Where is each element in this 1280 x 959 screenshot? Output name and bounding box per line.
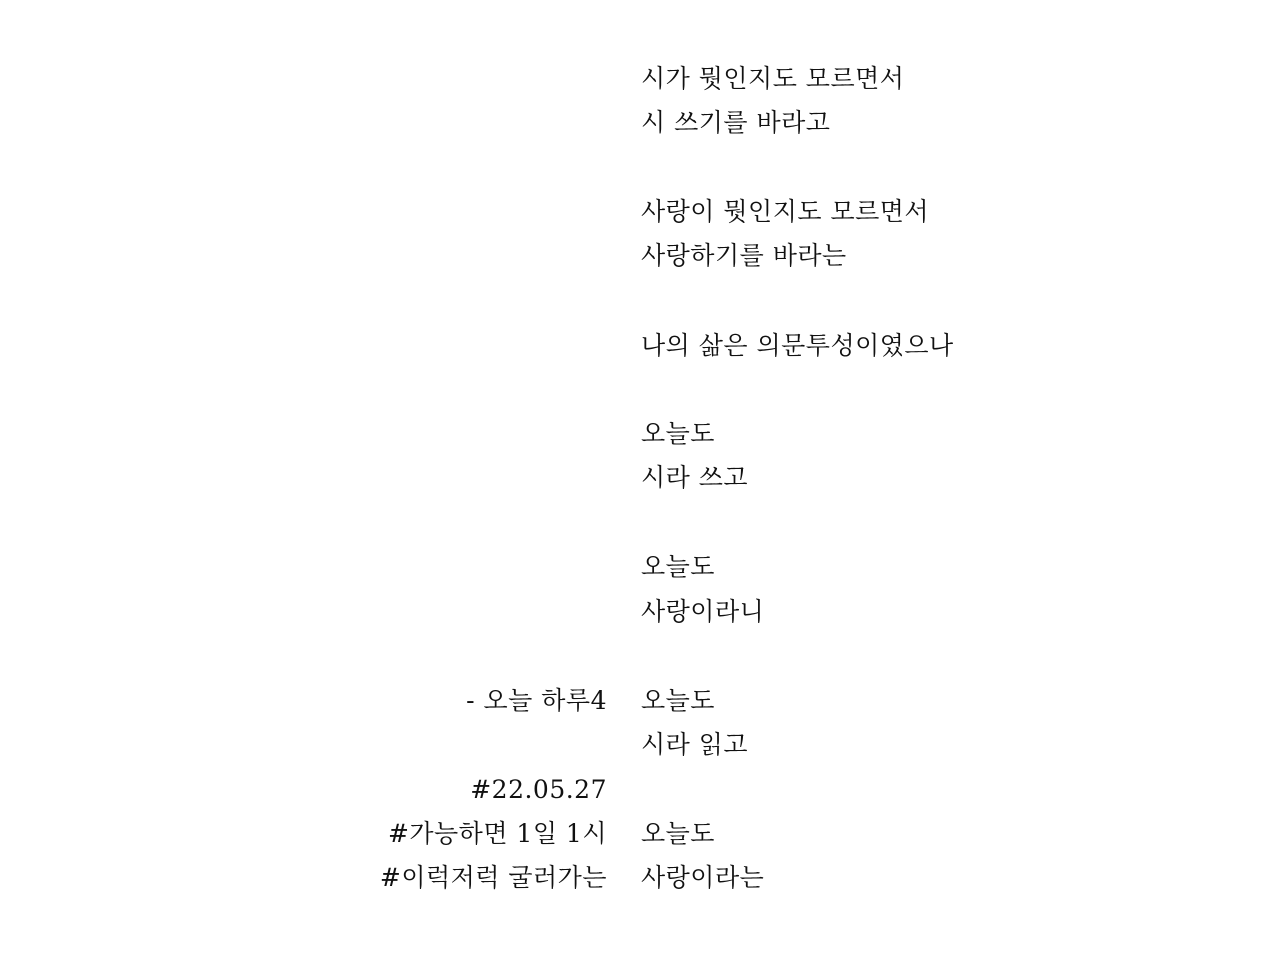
poem-line: 시가 뭣인지도 모르면서 [641,64,905,93]
poem-line: 나의 삶은 의문투성이였으나 [641,331,954,360]
poem-hashtag: #가능하면 1일 1시 [387,819,607,848]
poem-line: 오늘도 [641,819,715,848]
poem-line: 사랑이 뭣인지도 모르면서 [641,197,930,226]
poem-line: 시 쓰기를 바라고 [641,108,831,137]
poem-line: 시라 읽고 [641,730,749,759]
poem-hashtag: #이럭저럭 굴러가는 [379,863,607,892]
poem-line: 오늘도 [641,552,715,581]
poem-title: - 오늘 하루4 [466,686,607,715]
poem-line: 시라 쓰고 [641,463,749,492]
poem-line: 사랑이라는 [641,863,765,892]
poem-date-tag: #22.05.27 [470,775,607,804]
poem-line: 사랑이라니 [641,597,765,626]
poem-line: 사랑하기를 바라는 [641,241,847,270]
poem-line: 오늘도 [641,686,715,715]
poem-line: 오늘도 [641,419,715,448]
